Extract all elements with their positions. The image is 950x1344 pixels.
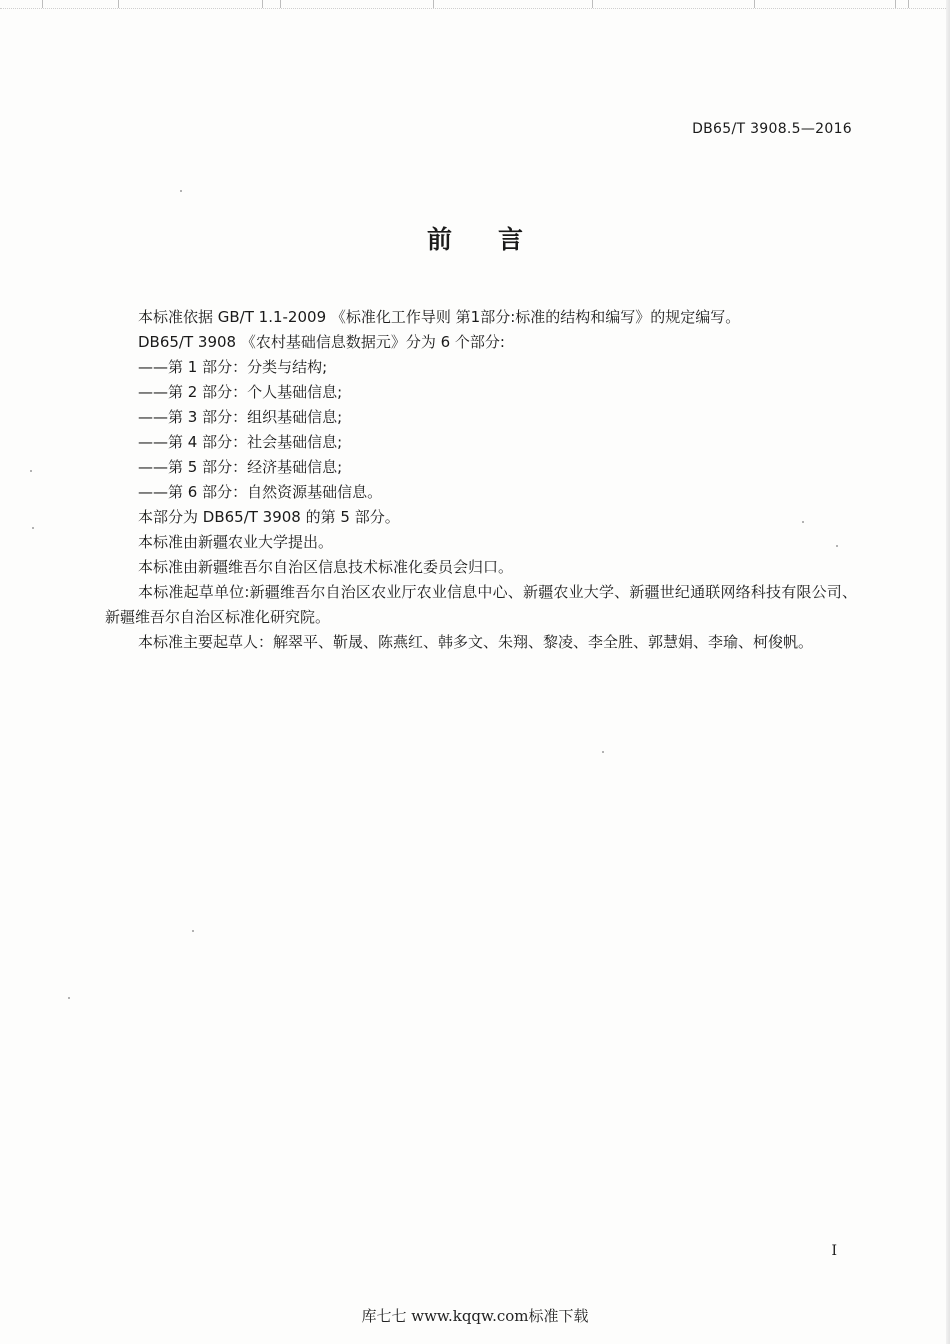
scan-top-edge <box>0 0 950 9</box>
list-item-part-1: ——第 1 部分：分类与结构; <box>138 358 328 376</box>
paragraph-this-part: 本部分为 DB65/T 3908 的第 5 部分。 <box>138 508 400 526</box>
list-item-part-5: ——第 5 部分：经济基础信息; <box>138 458 343 476</box>
list-item-part-3: ——第 3 部分：组织基础信息; <box>138 408 343 426</box>
foreword-body <box>105 305 857 655</box>
scan-speck <box>68 997 70 999</box>
paragraph-proposer: 本标准由新疆农业大学提出。 <box>138 533 334 551</box>
scan-speck <box>30 470 32 472</box>
scan-speck <box>802 521 804 523</box>
paragraph-basis: 本标准依据 GB/T 1.1-2009 《标准化工作导则 第1部分:标准的结构和编写》的规定编写。 <box>138 308 741 326</box>
list-item-part-6: ——第 6 部分：自然资源基础信息。 <box>138 483 383 501</box>
paragraph-committee: 本标准由新疆维吾尔自治区信息技术标准化委员会归口。 <box>138 558 514 576</box>
paragraph-drafters: 本标准主要起草人：解翠平、靳晟、陈燕红、韩多文、朱翔、黎凌、李全胜、郭慧娟、李瑜、柯俊帆。 <box>138 633 814 651</box>
site-watermark[interactable]: 库七七 www.kqqw.com标准下载 <box>361 1307 589 1325</box>
scan-right-edge <box>946 0 950 1344</box>
paragraph-drafting-units: 本标准起草单位:新疆维吾尔自治区农业厅农业信息中心、新疆农业大学、新疆世纪通联网络科技有限公司、新疆维吾尔自治区标准化研究院。 <box>105 583 857 626</box>
scan-speck <box>180 190 182 192</box>
scan-speck <box>602 751 604 753</box>
page-number: I <box>831 1243 837 1259</box>
page-title: 前言 <box>426 225 569 254</box>
list-item-part-4: ——第 4 部分：社会基础信息; <box>138 433 343 451</box>
scan-speck <box>32 527 34 529</box>
paragraph-parts-intro: DB65/T 3908 《农村基础信息数据元》分为 6 个部分: <box>138 333 505 351</box>
scan-speck <box>836 545 838 547</box>
scan-speck <box>192 930 194 932</box>
document-code: DB65/T 3908.5—2016 <box>692 121 852 137</box>
list-item-part-2: ——第 2 部分：个人基础信息; <box>138 383 343 401</box>
